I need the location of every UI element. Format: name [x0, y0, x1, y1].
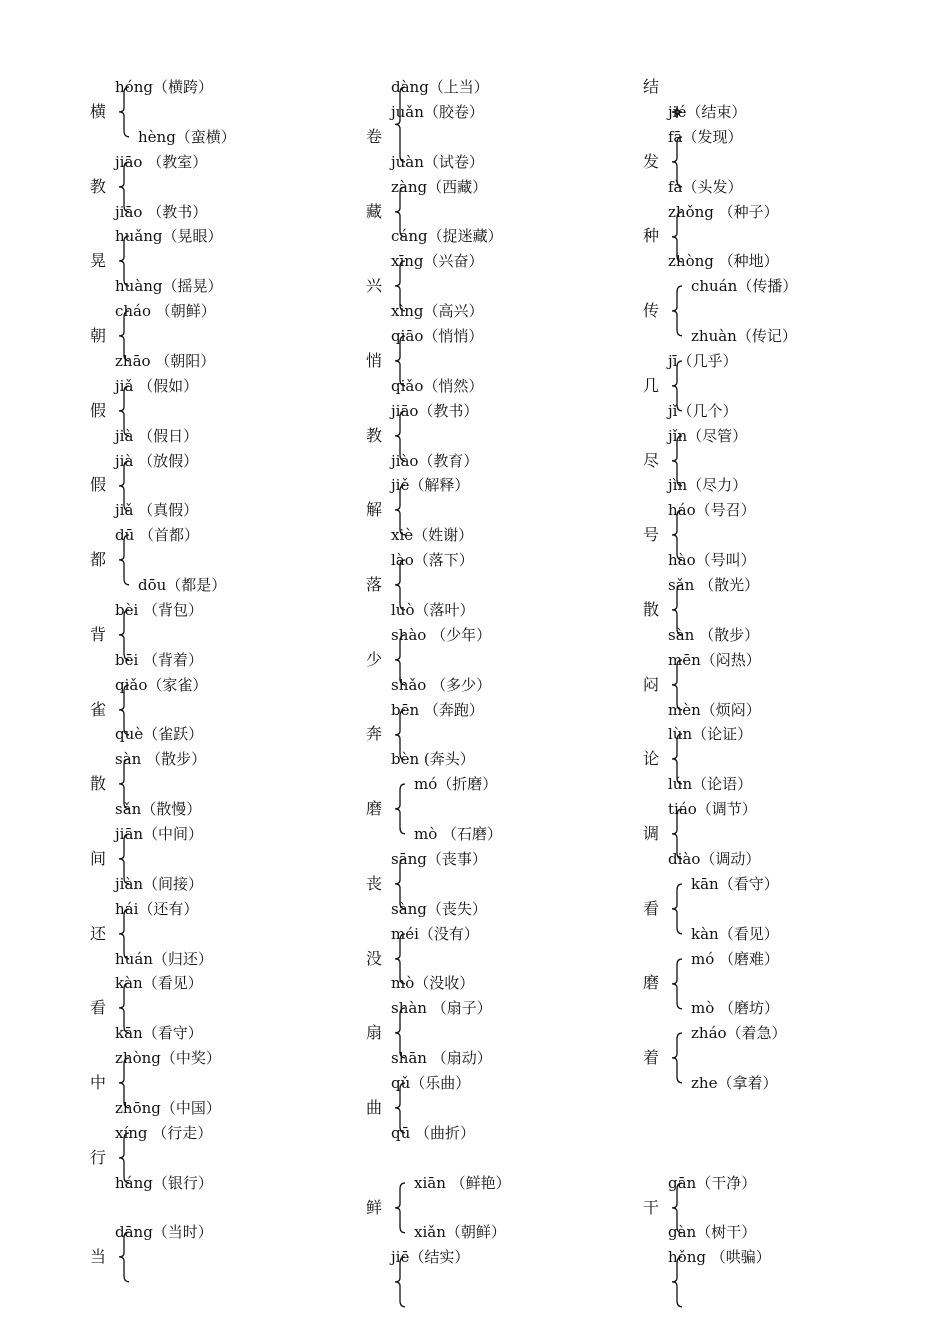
pinyin-reading: jiàn（间接） — [115, 874, 204, 893]
curly-brace — [115, 1230, 135, 1284]
polyphone-character: 着 — [643, 1048, 660, 1068]
pinyin-reading: diào（调动） — [668, 849, 761, 868]
pinyin-reading: jié（结束） — [668, 102, 747, 121]
polyphone-character: 少 — [366, 649, 383, 669]
column-1 — [90, 0, 390, 1344]
pinyin-reading: zháo（着急） — [691, 1024, 787, 1043]
pinyin-reading: shàn （扇子） — [391, 999, 492, 1018]
pinyin-reading: zhuàn（传记） — [691, 327, 797, 345]
pinyin-reading: bèn (奔头） — [391, 750, 475, 769]
pinyin-reading: gān（干净） — [668, 1173, 757, 1192]
pinyin-reading: zhōng（中国） — [115, 1098, 221, 1117]
curly-brace — [391, 857, 411, 911]
curly-brace — [115, 683, 135, 737]
column-2 — [366, 0, 666, 1344]
polyphone-character: 背 — [90, 624, 107, 644]
curly-brace — [391, 1181, 411, 1235]
polyphone-character: 兴 — [366, 276, 383, 296]
pinyin-reading: hóng（横跨） — [115, 78, 213, 96]
polyphone-character: 论 — [643, 749, 660, 769]
pinyin-reading: jiē（结实） — [391, 1248, 470, 1267]
polyphone-character: 假 — [90, 475, 107, 495]
pinyin-reading: kàn（看见） — [115, 974, 203, 993]
curly-brace — [115, 757, 135, 811]
polyphone-character: 教 — [90, 176, 107, 196]
polyphone-character: 雀 — [90, 699, 107, 719]
curly-brace — [391, 1255, 411, 1309]
curly-brace — [391, 334, 411, 388]
polyphone-character: 间 — [90, 848, 107, 868]
pinyin-reading: tiáo（调节） — [668, 800, 757, 819]
polyphone-character: 鲜 — [366, 1197, 383, 1217]
curly-brace — [668, 1255, 688, 1309]
pinyin-reading: kàn（看见） — [691, 924, 779, 943]
curly-brace — [115, 309, 135, 363]
pinyin-reading: háo（号召） — [668, 501, 756, 520]
curly-brace — [391, 483, 411, 537]
pinyin-reading: xiè（姓谢） — [391, 526, 474, 545]
curly-brace — [668, 957, 688, 1011]
polyphone-character: 看 — [643, 898, 660, 918]
pinyin-reading: dāng（当时） — [115, 1223, 213, 1242]
pinyin-reading: shǎo （多少） — [391, 675, 492, 694]
pinyin-reading: jiāo （教室） — [115, 152, 208, 171]
polyphone-character: 解 — [366, 500, 383, 520]
polyphone-character: 曲 — [366, 1097, 383, 1117]
pinyin-reading: zhòng （种地） — [668, 252, 779, 271]
curly-brace — [668, 1031, 688, 1085]
pinyin-reading: sàn （散步） — [668, 625, 760, 644]
polyphone-character: 教 — [366, 425, 383, 445]
pinyin-reading: jiǎ （假如） — [115, 376, 199, 395]
pinyin-reading: sǎn（散慢） — [115, 800, 202, 819]
curly-brace — [391, 409, 411, 463]
curly-brace — [115, 384, 135, 438]
curly-brace — [115, 459, 135, 513]
pinyin-reading: xìng（高兴） — [391, 302, 484, 321]
pinyin-reading: zhe（拿着） — [691, 1074, 778, 1092]
curly-brace — [391, 185, 411, 239]
pinyin-reading: mò（没收） — [391, 974, 475, 993]
curly-brace — [391, 782, 411, 836]
curly-brace — [391, 85, 411, 164]
pinyin-reading: jǐ（几个） — [668, 401, 738, 420]
pinyin-reading: shān （扇动） — [391, 1049, 492, 1068]
curly-brace — [668, 1181, 688, 1235]
curly-brace — [391, 1006, 411, 1060]
polyphone-character: 传 — [643, 301, 660, 321]
pinyin-reading: jià （放假） — [115, 451, 199, 470]
polyphone-character: 横 — [90, 101, 107, 121]
pinyin-reading: hǒng （哄骗） — [668, 1248, 771, 1267]
curly-brace — [391, 633, 411, 687]
polyphone-character: 扇 — [366, 1023, 383, 1043]
pinyin-reading: zhòng（中奖） — [115, 1049, 221, 1068]
polyphone-character: 闷 — [643, 674, 660, 694]
polyphone-character: 朝 — [90, 326, 107, 345]
curly-brace — [115, 234, 135, 288]
polyphone-character: 号 — [643, 525, 660, 545]
curly-brace — [115, 533, 135, 587]
polyphone-character: 中 — [90, 1073, 107, 1092]
curly-brace — [115, 85, 135, 139]
pinyin-reading: lùn（论证） — [668, 725, 753, 744]
curly-brace — [668, 658, 688, 712]
pinyin-reading: jiǎ （真假） — [115, 501, 199, 520]
curly-brace — [668, 434, 688, 488]
curly-brace — [115, 981, 135, 1035]
curly-brace — [391, 1081, 411, 1135]
polyphone-character: 结 — [643, 77, 660, 96]
pinyin-reading: què（雀跃） — [115, 725, 204, 744]
polyphone-character: 几 — [643, 375, 660, 395]
pinyin-reading: háng（银行） — [115, 1173, 213, 1192]
curly-brace — [668, 359, 688, 413]
polyphone-character: 当 — [90, 1247, 107, 1267]
pinyin-reading: jiāo （教书） — [115, 202, 208, 221]
pinyin-reading: mò （石磨） — [414, 825, 503, 843]
pinyin-reading: juàn（试卷） — [391, 152, 484, 171]
curly-brace — [391, 259, 411, 313]
pinyin-reading: hào（号叫） — [668, 551, 756, 570]
pinyin-reading: jiě（解释） — [391, 476, 470, 495]
pinyin-reading: bēn （奔跑） — [391, 700, 484, 719]
polyphone-character: 假 — [90, 400, 107, 420]
curly-brace — [391, 558, 411, 612]
polyphone-character: 行 — [90, 1147, 107, 1167]
pinyin-reading: sàn （散步） — [115, 750, 207, 769]
pinyin-reading: hèng（蛮横） — [138, 127, 236, 146]
pinyin-reading: dōu（都是） — [138, 576, 227, 594]
polyphone-character: 晃 — [90, 251, 107, 271]
curly-brace — [668, 882, 688, 936]
pinyin-reading: lún（论语） — [668, 775, 753, 794]
pinyin-reading: dū （首都） — [115, 526, 200, 545]
curly-brace — [668, 210, 688, 264]
pinyin-reading: hái（还有） — [115, 899, 199, 918]
curly-brace — [115, 1056, 135, 1110]
curly-brace — [115, 608, 135, 662]
curly-brace — [391, 932, 411, 986]
pinyin-reading: cáng（捉迷藏） — [391, 227, 503, 246]
curly-brace — [115, 160, 135, 214]
polyphone-character: 散 — [643, 599, 660, 619]
pinyin-reading: qiāo（悄悄） — [391, 327, 484, 345]
pinyin-reading: sǎn （散光） — [668, 576, 760, 594]
polyphone-character: 散 — [90, 774, 107, 794]
pinyin-reading: jìn（尽力） — [668, 476, 748, 495]
pinyin-reading: juǎn（胶卷） — [391, 102, 484, 121]
polyphone-character: 藏 — [366, 201, 383, 221]
curly-brace — [668, 807, 688, 861]
pinyin-reading: qiǎo（悄然） — [391, 376, 484, 395]
pinyin-reading: huán（归还） — [115, 949, 213, 968]
pinyin-reading: zhǒng （种子） — [668, 202, 779, 221]
pinyin-reading: mó（折磨） — [414, 775, 498, 794]
polyphone-character: 磨 — [366, 799, 383, 819]
curly-brace — [668, 732, 688, 786]
polyphone-character: 磨 — [643, 973, 660, 993]
pinyin-reading: huàng（摇晃） — [115, 277, 223, 296]
pinyin-reading: jiān（中间） — [115, 825, 204, 843]
curly-brace — [391, 708, 411, 762]
pinyin-reading: dàng（上当） — [391, 78, 489, 96]
pinyin-reading: gàn（树干） — [668, 1223, 757, 1242]
polyphone-character: 干 — [643, 1197, 660, 1217]
polyphone-character: 没 — [366, 948, 383, 968]
curly-brace — [668, 583, 688, 637]
curly-brace — [668, 508, 688, 562]
polyphone-character: 丧 — [366, 873, 383, 893]
polyphone-character: 还 — [90, 923, 107, 943]
pinyin-reading: méi（没有） — [391, 924, 479, 943]
pinyin-reading: kān（看守） — [691, 874, 779, 893]
pinyin-reading: bèi （背包） — [115, 600, 204, 619]
pinyin-reading: huǎng（晃眼） — [115, 227, 223, 246]
pinyin-reading: fà（头发） — [668, 177, 743, 196]
column-3 — [643, 0, 943, 1344]
polyphone-character: 落 — [366, 575, 383, 594]
pinyin-reading: bēi （背着） — [115, 650, 204, 669]
polyphone-character: 发 — [643, 151, 660, 171]
pinyin-reading: sāng（丧事） — [391, 849, 487, 868]
curly-brace — [668, 284, 688, 338]
pinyin-reading: qǔ（乐曲） — [391, 1074, 471, 1092]
curly-brace — [115, 907, 135, 961]
pinyin-reading: jī（几乎） — [668, 351, 738, 370]
pinyin-reading: sàng（丧失） — [391, 899, 487, 918]
pinyin-reading: fā（发现） — [668, 127, 743, 146]
curly-brace — [115, 832, 135, 886]
pinyin-reading: qū （曲折） — [391, 1123, 476, 1142]
polyphone-character: 尽 — [643, 450, 660, 470]
pinyin-reading: xiān （鲜艳） — [414, 1173, 511, 1192]
pinyin-reading: kān（看守） — [115, 1024, 203, 1043]
polyphone-character: 看 — [90, 998, 107, 1018]
pinyin-reading: jiāo（教书） — [391, 401, 479, 420]
curly-brace — [668, 135, 688, 189]
pinyin-reading: jǐn（尽管） — [668, 426, 748, 445]
pinyin-reading: mēn（闷热） — [668, 650, 761, 669]
polyphone-character: 卷 — [366, 126, 383, 146]
pinyin-reading: xīng（兴奋） — [391, 252, 484, 271]
pinyin-reading: cháo （朝鲜） — [115, 302, 216, 321]
pinyin-reading: luò（落叶） — [391, 600, 475, 619]
pinyin-reading: shào （少年） — [391, 625, 492, 644]
pinyin-reading: xiǎn（朝鲜） — [414, 1223, 506, 1242]
polyphone-character: 种 — [643, 226, 660, 246]
pinyin-reading: mèn（烦闷） — [668, 700, 761, 719]
polyphone-character: 奔 — [366, 724, 383, 744]
pinyin-reading: lào（落下） — [391, 551, 474, 570]
pinyin-reading: chuán（传播） — [691, 277, 798, 296]
pinyin-reading: zhāo （朝阳） — [115, 351, 216, 370]
pinyin-reading: xíng （行走） — [115, 1123, 213, 1142]
polyphone-character: 都 — [90, 550, 107, 570]
pinyin-reading: mó （磨难） — [691, 949, 780, 968]
polyphone-character: 调 — [643, 824, 660, 843]
curly-brace — [668, 110, 688, 114]
pinyin-reading: zàng（西藏） — [391, 177, 488, 196]
pinyin-reading: jiào（教育） — [391, 451, 479, 470]
polyphone-character: 悄 — [366, 350, 383, 370]
pinyin-reading: mò （磨坊） — [691, 999, 780, 1018]
curly-brace — [115, 1131, 135, 1185]
pinyin-reading: qiǎo（家雀） — [115, 675, 208, 694]
pinyin-reading: jià （假日） — [115, 426, 199, 445]
